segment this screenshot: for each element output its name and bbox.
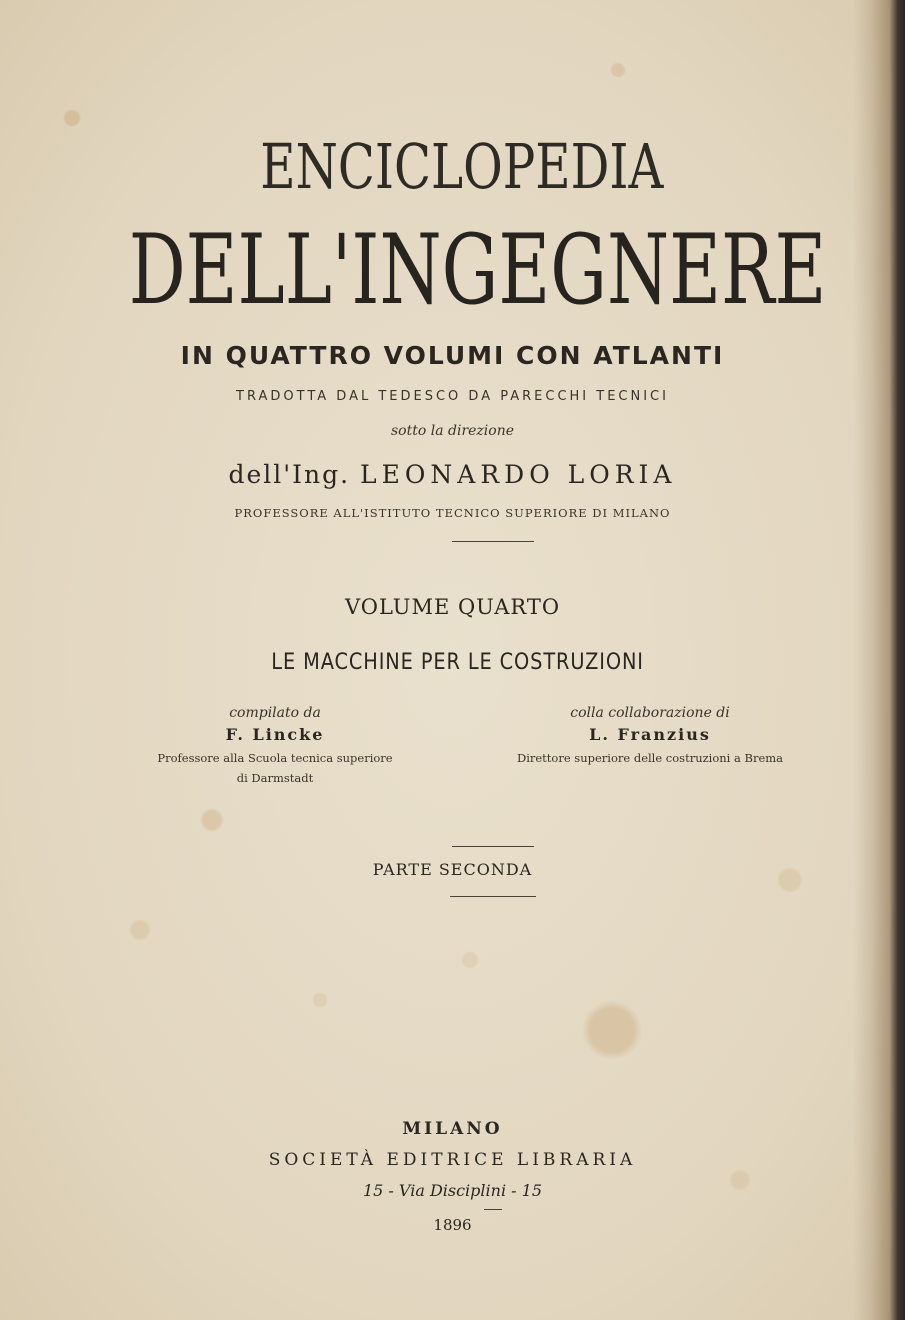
director-name: LEONARDO LORIA xyxy=(360,460,677,489)
divider-rule xyxy=(452,846,534,847)
translation-note: TRADOTTA DAL TEDESCO DA PARECCHI TECNICI xyxy=(236,389,669,404)
title-line-1: ENCICLOPEDIA xyxy=(260,130,664,203)
imprint-publisher: SOCIETÀ EDITRICE LIBRARIA xyxy=(268,1150,637,1170)
compiler-description-line-1: Professore alla Scuola tecnica superiore xyxy=(157,751,393,765)
director-line xyxy=(0,459,905,491)
compiler-name: F. Lincke xyxy=(225,725,325,744)
compiler-block xyxy=(150,704,400,788)
divider-rule xyxy=(450,896,536,897)
director-prefix: dell'Ing. xyxy=(228,460,351,489)
director-title: PROFESSORE ALL'ISTITUTO TECNICO SUPERIORE DI MILANO xyxy=(234,506,671,520)
volume-subject: LE MACCHINE PER LE COSTRUZIONI xyxy=(271,650,644,675)
compiler-role: compilato da xyxy=(229,705,321,721)
title-line-2: DELL'INGEGNERE xyxy=(128,214,827,326)
compiler-description-line-2: di Darmstadt xyxy=(236,771,314,785)
collaborator-role: colla collaborazione di xyxy=(570,705,730,721)
subtitle: IN QUATTRO VOLUMI CON ATLANTI xyxy=(180,341,725,370)
collaborator-name: L. Franzius xyxy=(589,725,711,744)
imprint-year: 1896 xyxy=(433,1216,472,1234)
divider-rule xyxy=(452,541,534,542)
part-label: PARTE SECONDA xyxy=(372,860,533,879)
collaborator-block xyxy=(490,704,810,768)
imprint-city: MILANO xyxy=(402,1119,503,1139)
imprint-address: 15 - Via Disciplini - 15 xyxy=(362,1181,543,1200)
direction-note: sotto la direzione xyxy=(390,423,515,439)
collaborator-description: Direttore superiore delle costruzioni a Brema xyxy=(516,751,784,765)
spine-edge-shadow xyxy=(853,0,905,1320)
volume-number: VOLUME QUARTO xyxy=(344,595,561,619)
divider-rule xyxy=(484,1209,502,1210)
